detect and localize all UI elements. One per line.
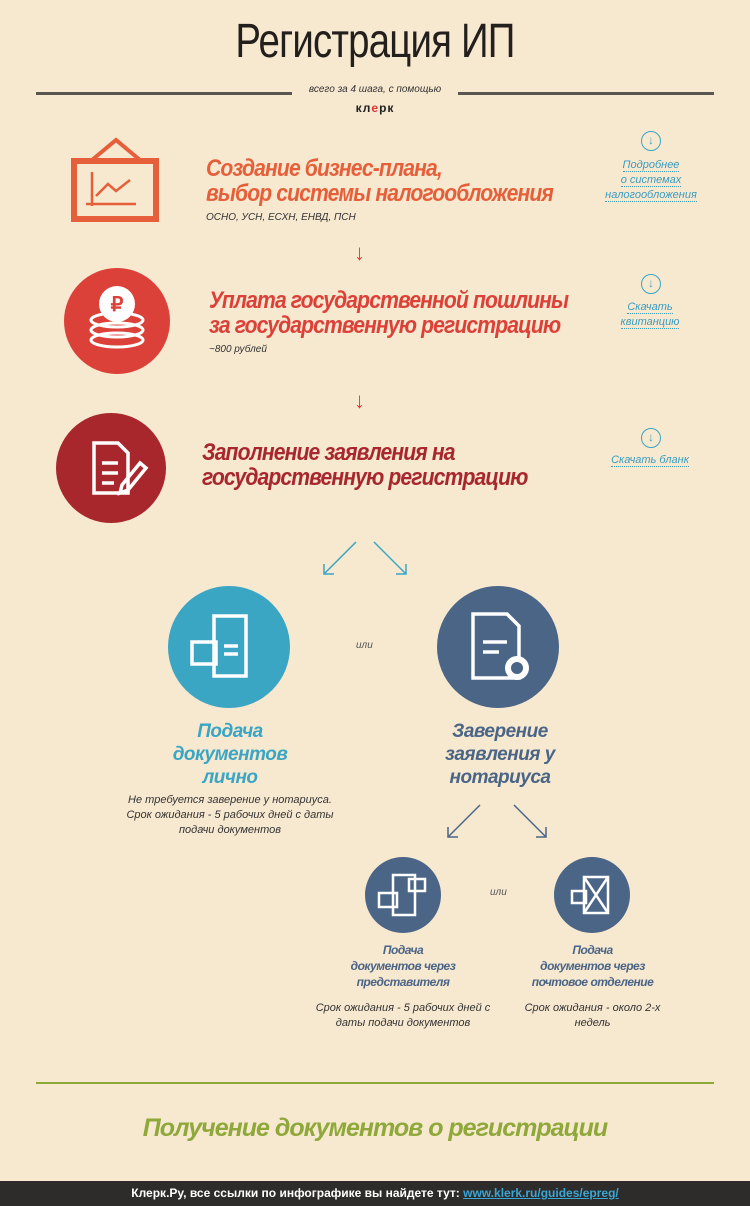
or-label: или	[490, 887, 507, 898]
certified-document-icon	[437, 586, 559, 708]
step2-title: Уплата государственной пошлины за государственную регистрацию	[209, 287, 569, 339]
download-form-link[interactable]: Скачать бланк	[611, 454, 689, 466]
notary-title: Заверение заявления у нотариуса	[445, 721, 555, 788]
arrow-down-icon: ↓	[354, 388, 365, 413]
presentation-chart-icon	[70, 136, 160, 226]
divider	[36, 92, 292, 95]
post-desc: Срок ожидания - около 2-х недель	[524, 1002, 661, 1029]
download-icon[interactable]: ↓	[641, 131, 661, 151]
svg-text:₽: ₽	[110, 294, 124, 316]
branch-arrows-icon	[442, 803, 552, 843]
step2-note: ~800 рублей	[209, 344, 267, 355]
branch-arrows-icon	[318, 540, 413, 580]
post-title: Подача документов через почтовое отделение	[531, 943, 654, 989]
page-title: Регистрация ИП	[235, 15, 515, 68]
arrow-down-icon: ↓	[354, 240, 365, 265]
representative-icon	[365, 857, 441, 933]
divider	[458, 92, 714, 95]
footer	[0, 1181, 750, 1206]
in-person-desc: Не требуется заверение у нотариуса. Срок ожидания - 5 рабочих дней с даты подачи документов	[126, 794, 334, 836]
representative-title: Подача документов через представителя	[350, 943, 456, 989]
tax-systems-link[interactable]: Подробнее о системах налогообложения	[605, 159, 697, 201]
or-label: или	[356, 640, 373, 651]
representative-desc: Срок ожидания - 5 рабочих дней с даты подачи документов	[315, 1002, 491, 1029]
subtitle: всего за 4 шага, с помощью	[308, 84, 442, 95]
step1-note: ОСНО, УСН, ЕСХН, ЕНВД, ПСН	[206, 212, 356, 223]
klerk-logo: клерк	[355, 101, 395, 115]
coins-ruble-icon	[64, 268, 170, 374]
download-icon[interactable]: ↓	[641, 274, 661, 294]
mail-envelope-icon	[554, 857, 630, 933]
final-step-title: Получение документов о регистрации	[142, 1114, 608, 1142]
step1-title: Создание бизнес-плана, выбор системы налогообложения	[206, 155, 553, 207]
in-person-title: Подача документов лично	[172, 721, 288, 788]
download-icon[interactable]: ↓	[641, 428, 661, 448]
guide-link[interactable]: www.klerk.ru/guides/epreg/	[463, 1186, 619, 1200]
divider	[36, 1082, 714, 1084]
step3-title: Заполнение заявления на государственную регистрацию	[202, 439, 528, 491]
download-receipt-link[interactable]: Скачать квитанцию	[620, 301, 680, 328]
document-pen-icon	[56, 413, 166, 523]
footer-text: Клерк.Ру, все ссылки по инфографике вы найдете тут:	[131, 1186, 464, 1200]
hand-document-icon	[168, 586, 290, 708]
